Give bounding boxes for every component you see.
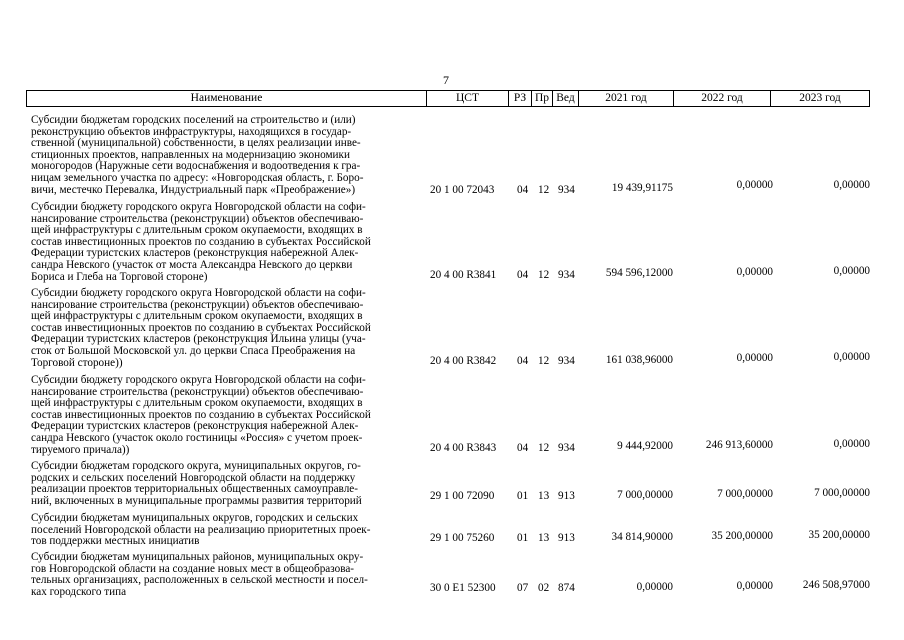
row-2023: 0,00000 <box>833 438 870 450</box>
row-2023: 246 508,97000 <box>802 579 870 591</box>
row-cst: 20 4 00 R3842 <box>430 355 497 367</box>
row-name: Субсидии бюджету городского округа Новгородской области на софи- нансирование строительства (реконструкции) объектов обеспечиваю- щей инфраструктуры с длительным сроком окупаемости, входящих в состав инвестиционных проектов по созданию в субъектах Российской Федерации туристских кластеров (реконструкция набережной Алек- сандра Невского (участок около гостиницы «Россия» с учетом проек- тируемого причала)) <box>31 374 371 456</box>
row-name: Субсидии бюджетам муниципальных округов, городских и сельских поселений Новгородской области на реализацию приоритетных проек- тов поддержки местных инициатив <box>31 512 371 548</box>
row-2021: 9 444,92000 <box>617 440 673 452</box>
row-ved: 913 <box>558 532 575 544</box>
row-cst: 29 1 00 75260 <box>430 532 495 544</box>
row-2022: 246 913,60000 <box>705 439 773 451</box>
row-2023: 35 200,00000 <box>808 529 870 541</box>
row-name: Субсидии бюджету городского округа Новгородской области на софи- нансирование строительства (реконструкции) объектов обеспечиваю- щей инфраструктуры с длительным сроком окупаемости, входящих в состав инвестиционных проектов по созданию в субъектах Российской Федерации туристских кластеров (реконструкция набережной Алек- сандра Невского (участок от моста Александра Невского до церкви Бориса и Глеба на Торговой стороне) <box>31 201 371 283</box>
row-ved: 874 <box>558 582 575 594</box>
row-name: Субсидии бюджетам городских поселений на строительство и (или) реконструкцию объектов инфраструктуры, находящихся в государ- ственной (муниципальной) собственности, в целях реализации инве- стиционных проектов, направленных на модернизацию экономики моногородов (Наружные сети водоснабжения и водоотведения к гра- ницам земельного участка по адресу: «Новгородская область, г. Боро- вичи, местечко Перевалка, Индустриальный парк «Преображение») <box>31 114 364 196</box>
row-cst: 20 4 00 R3841 <box>430 269 497 281</box>
row-ved: 934 <box>558 184 575 196</box>
row-2021: 0,00000 <box>636 581 673 593</box>
row-2021: 7 000,00000 <box>617 489 673 501</box>
header-pr: Пр <box>531 90 553 107</box>
row-rz: 01 <box>517 490 529 502</box>
row-rz: 04 <box>517 269 529 281</box>
row-2023: 0,00000 <box>833 265 870 277</box>
row-ved: 934 <box>558 442 575 454</box>
row-pr: 13 <box>538 532 550 544</box>
row-pr: 12 <box>538 355 550 367</box>
row-rz: 01 <box>517 532 529 544</box>
row-2022: 0,00000 <box>736 580 773 592</box>
header-2023: 2023 год <box>770 90 870 107</box>
header-2022: 2022 год <box>673 90 771 107</box>
row-2022: 0,00000 <box>736 179 773 191</box>
row-name: Субсидии бюджетам муниципальных районов, муниципальных окру- гов Новгородской области на создание новых мест в общеобразова- тельных организациях, расположенных в сельской местности и посел- ках городского типа <box>31 551 368 598</box>
header-name: Наименование <box>26 90 427 107</box>
row-2021: 19 439,91175 <box>611 182 673 194</box>
row-pr: 12 <box>538 184 550 196</box>
row-name: Субсидии бюджетам городского округа, муниципальных округов, го- родских и сельских поселений Новгородской области на поддержку реализации проектов территориальных общественных самоуправле- ний, включенных в муниципальные программы развития территорий <box>31 460 362 507</box>
row-rz: 04 <box>517 184 529 196</box>
row-2022: 0,00000 <box>736 266 773 278</box>
row-2022: 0,00000 <box>736 352 773 364</box>
row-ved: 934 <box>558 269 575 281</box>
header-cst: ЦСТ <box>426 90 509 107</box>
row-cst: 29 1 00 72090 <box>430 490 495 502</box>
header-2021: 2021 год <box>578 90 674 107</box>
row-2022: 7 000,00000 <box>717 488 773 500</box>
row-2023: 0,00000 <box>833 351 870 363</box>
row-2021: 34 814,90000 <box>611 531 673 543</box>
header-ved: Вед <box>552 90 579 107</box>
row-cst: 30 0 E1 52300 <box>430 582 496 594</box>
row-cst: 20 1 00 72043 <box>430 184 495 196</box>
row-pr: 12 <box>538 269 550 281</box>
row-name: Субсидии бюджету городского округа Новгородской области на софи- нансирование строительства (реконструкции) объектов обеспечиваю- щей инфраструктуры с длительным сроком окупаемости, входящих в состав инвестиционных проектов по созданию в субъектах Российской Федерации туристских кластеров (реконструкция Ильина улицы (уча- сток от Большой Московской ул. до церкви Спаса Преображения на Торговой стороне)) <box>31 287 371 369</box>
row-2023: 7 000,00000 <box>814 487 870 499</box>
row-rz: 04 <box>517 442 529 454</box>
row-2022: 35 200,00000 <box>711 530 773 542</box>
row-pr: 12 <box>538 442 550 454</box>
page-number: 7 <box>443 73 449 87</box>
row-2023: 0,00000 <box>833 179 870 191</box>
row-rz: 07 <box>517 582 529 594</box>
row-pr: 02 <box>538 582 550 594</box>
row-rz: 04 <box>517 355 529 367</box>
header-rz: РЗ <box>508 90 532 107</box>
row-2021: 594 596,12000 <box>605 267 673 279</box>
row-ved: 913 <box>558 490 575 502</box>
row-2021: 161 038,96000 <box>605 354 673 366</box>
row-pr: 13 <box>538 490 550 502</box>
row-ved: 934 <box>558 355 575 367</box>
row-cst: 20 4 00 R3843 <box>430 442 497 454</box>
